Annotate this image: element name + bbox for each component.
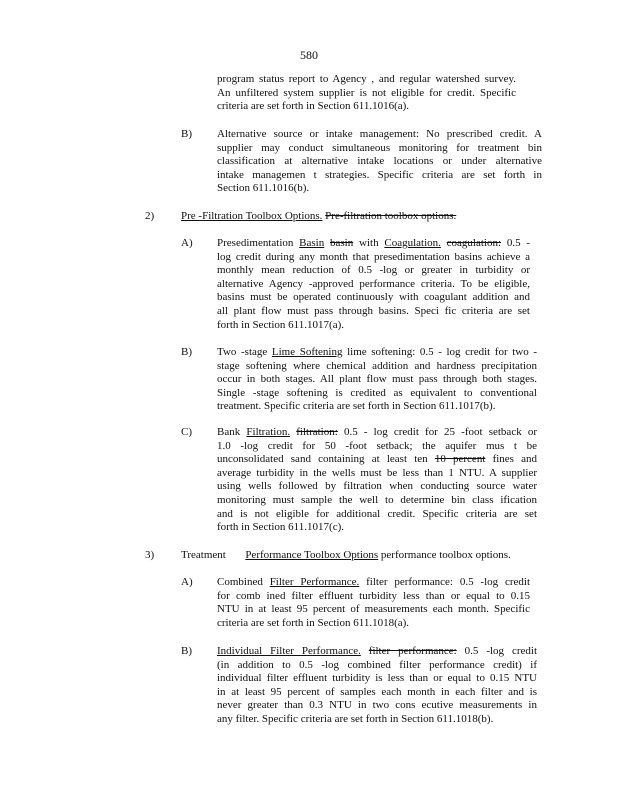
text-line: for comb ined filter effluent turbidity less than or equal to 0.15 — [217, 589, 530, 602]
item-2a-paragraph — [217, 237, 530, 332]
text-line: average turbidity in the wells must be less than 1 NTU. A supplier — [217, 466, 537, 479]
text-line — [217, 453, 537, 467]
deleted-heading-text: Pre-filtration toolbox options. — [325, 210, 457, 222]
text-span: Combined — [217, 576, 263, 588]
deleted-text: 10 percent — [434, 453, 486, 466]
text-span: Bank — [217, 426, 241, 438]
inserted-text: Individual Filter Performance. — [217, 645, 361, 657]
text-span: Two -stage — [217, 346, 268, 358]
text-line: Section 611.1016(b). — [217, 182, 310, 195]
text-line: stage softening where chemical addition and hardness precipitation — [217, 359, 537, 372]
text-line: never greater than 0.3 NTU in two cons ecutive measurements in — [217, 699, 537, 712]
inserted-text: Performance Toolbox Options — [245, 549, 379, 561]
inserted-text: Basin — [299, 237, 325, 249]
text-line: classification at alternative intake locations or under alternative — [217, 155, 542, 168]
item-marker: A) — [181, 576, 193, 588]
text-line — [217, 237, 530, 251]
text-line: NTU in at least 95 percent of measurements each month. Specific — [217, 603, 530, 616]
item-marker: C) — [181, 426, 192, 438]
deleted-text: basin — [330, 237, 354, 249]
section-2-heading — [181, 210, 456, 224]
item-3a-paragraph — [217, 576, 530, 630]
item-3b-paragraph — [217, 645, 537, 727]
section-3-heading — [181, 549, 511, 563]
text-line — [217, 426, 537, 440]
deleted-text: filter performance: — [368, 645, 457, 657]
text-span: 0.5 - — [506, 237, 531, 249]
text-line: An unfiltered system supplier is not eligible for credit. Specific — [217, 86, 516, 99]
text-line: occur in both stages. All plant flow must pass through both stages. — [217, 373, 537, 386]
item-2c-paragraph — [217, 426, 537, 535]
text-line: (in addition to 0.5 -log combined filter performance credit) if — [217, 658, 537, 671]
text-span: 0.5 -log credit — [464, 645, 538, 657]
text-line: all plant flow must pass through basins. Speci fic criteria are set — [217, 304, 530, 317]
text-line — [217, 645, 537, 659]
text-line: log credit during any month that presedimentation basins achieve a — [217, 250, 530, 263]
page-number: 580 — [300, 48, 318, 62]
text-line: Single -stage softening is credited as equivalent to conventional — [217, 386, 537, 399]
text-line: individual filter effluent turbidity is less than or equal to 0.15 NTU — [217, 672, 537, 685]
text-line: criteria are set forth in Section 611.1018(a). — [217, 616, 410, 629]
inserted-text: Filtration. — [246, 426, 291, 438]
text-line: alternative Agency -approved performance criteria. To be eligible, — [217, 277, 530, 290]
text-span: unconsolidated sand containing at least ten — [217, 453, 428, 466]
inserted-text: Lime Softening — [271, 346, 343, 358]
text-span: Treatment — [181, 549, 226, 561]
text-line: forth in Section 611.1017(c). — [217, 521, 344, 534]
text-line — [217, 346, 537, 360]
text-line: monitoring must sample the well to determine bin class ification — [217, 493, 537, 506]
deleted-text: coagulation: — [446, 237, 502, 249]
item-2b-paragraph — [217, 346, 537, 414]
text-line: forth in Section 611.1017(a). — [217, 318, 344, 331]
inserted-text: Coagulation. — [384, 237, 441, 249]
text-line: monthly mean reduction of 0.5 -log or greater in turbidity or — [217, 264, 530, 277]
section-marker: 3) — [145, 549, 155, 561]
item-marker: B) — [181, 346, 192, 358]
text-line: criteria are set forth in Section 611.1016(a). — [217, 100, 410, 113]
text-line: using wells followed by filtration when conducting source water — [217, 480, 537, 493]
text-line — [217, 576, 530, 590]
text-line: 1.0 -log credit for 50 -foot setback; the aquifer mus t be — [217, 439, 537, 452]
text-span: performance toolbox options. — [380, 549, 511, 561]
text-span: 0.5 - log credit for 25 -foot setback or — [343, 426, 538, 438]
intro-paragraph — [217, 73, 516, 114]
text-line: supplier may conduct simultaneous monitoring for treatment bin — [217, 141, 542, 154]
text-line: intake managemen t strategies. Specific criteria are set forth in — [217, 168, 542, 181]
text-span: lime softening: 0.5 - log credit for two - — [347, 346, 538, 358]
text-line: treatment. Specific criteria are set forth in Section 611.1017(b). — [217, 400, 496, 413]
text-span: Presedimentation — [217, 237, 294, 249]
inserted-text: Filter Performance. — [269, 576, 360, 588]
item-marker: A) — [181, 237, 193, 249]
deleted-text: filtration: — [296, 426, 338, 438]
item-1b-paragraph — [217, 128, 542, 196]
text-span: with — [359, 237, 379, 249]
text-line: any filter. Specific criteria are set forth in Section 611.1018(b). — [217, 712, 494, 725]
text-line: in at least 95 percent of samples each month in each filter and is — [217, 685, 537, 698]
heading-text: Pre -Filtration Toolbox Options. — [181, 210, 323, 222]
text-line: basins must be operated continuously with coagulant addition and — [217, 291, 530, 304]
text-span: filter performance: 0.5 -log credit — [366, 576, 530, 588]
section-marker: 2) — [145, 210, 155, 222]
item-marker: B) — [181, 645, 192, 657]
text-line: and is not eligible for additional credit. Specific criteria are set — [217, 507, 537, 520]
text-span: fines and — [492, 453, 538, 466]
text-line: program status report to Agency , and regular watershed survey. — [217, 73, 516, 85]
text-line: Alternative source or intake management: No prescribed credit. A — [217, 128, 542, 140]
item-marker: B) — [181, 128, 192, 140]
